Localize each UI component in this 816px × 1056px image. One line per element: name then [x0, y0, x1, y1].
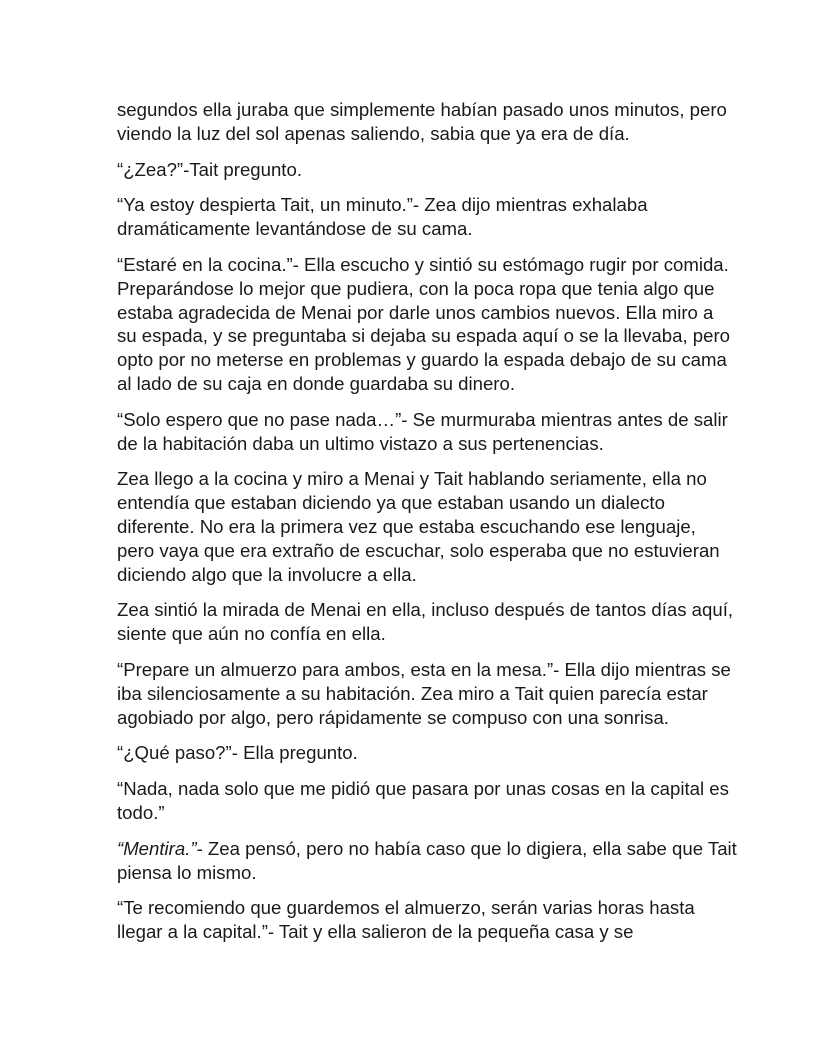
italic-thought: “Mentira.”	[117, 837, 197, 859]
paragraph-5: “Solo espero que no pase nada…”- Se murmuraba mientras antes de salir de la habitación daba un ultimo vistazo a sus pertenencias.	[117, 408, 728, 454]
paragraph-9: “¿Qué paso?”- Ella pregunto.	[117, 742, 358, 764]
paragraph-8: “Prepare un almuerzo para ambos, esta en la mesa.”- Ella dijo mientras se iba silenciosamente a su habitación. Zea miro a Tait quien parecía estar agobiado por algo, pero rápidamente se compuso con una sonrisa.	[117, 658, 731, 728]
paragraph-6: Zea llego a la cocina y miro a Menai y Tait hablando seriamente, ella no entendía que estaban diciendo ya que estaban usando un dialecto diferente. No era la primera vez que estaba escuchando ese lenguaje, pero vaya que era extraño de escuchar, solo esperaba que no estuvieran diciendo algo que la involucre a ella.	[117, 468, 720, 585]
paragraph-12: “Te recomiendo que guardemos el almuerzo, serán varias horas hasta llegar a la capital.”- Tait y ella salieron de la pequeña casa y se	[117, 897, 695, 943]
paragraph-11-rest: - Zea pensó, pero no había caso que lo digiera, ella sabe que Tait piensa lo mismo.	[117, 837, 737, 883]
paragraph-1: segundos ella juraba que simplemente habían pasado unos minutos, pero viendo la luz del sol apenas saliendo, sabia que ya era de día.	[117, 99, 727, 144]
paragraph-4: “Estaré en la cocina.”- Ella escucho y sintió su estómago rugir por comida. Preparándose lo mejor que pudiera, con la poca ropa que tenia algo que estaba agradecida de Menai por darle unos cambios nuevos. Ella miro a su espada, y se preguntaba si dejaba su espada aquí o se la llevaba, pero opto por no meterse en problemas y guardo la espada debajo de su cama al lado de su caja en donde guardaba su dinero.	[117, 253, 730, 394]
paragraph-10: “Nada, nada solo que me pidió que pasara por unas cosas en la capital es todo.”	[117, 778, 729, 823]
paragraph-11	[117, 837, 737, 885]
paragraph-2: “¿Zea?”-Tait pregunto.	[117, 158, 302, 180]
document-body	[117, 98, 737, 956]
paragraph-7: Zea sintió la mirada de Menai en ella, incluso después de tantos días aquí, siente que aún no confía en ella.	[117, 599, 734, 645]
paragraph-3: “Ya estoy despierta Tait, un minuto.”- Zea dijo mientras exhalaba dramáticamente levantándose de su cama.	[117, 194, 648, 240]
